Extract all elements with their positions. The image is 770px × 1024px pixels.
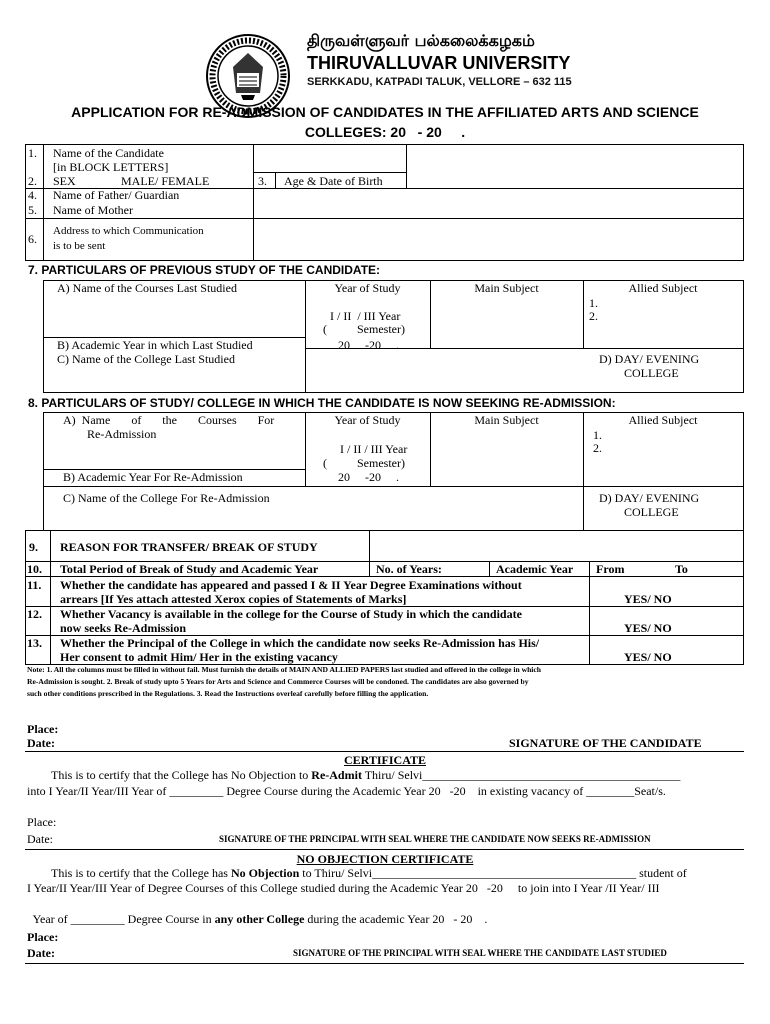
form-title-line1: APPLICATION FOR RE-ADMISSION OF CANDIDATES IN THE AFFILIATED ARTS AND SCIENCE bbox=[71, 104, 699, 120]
section7-heading: 7. PARTICULARS OF PREVIOUS STUDY OF THE CANDIDATE: bbox=[28, 263, 381, 277]
divider bbox=[25, 849, 744, 850]
noc-text: during the academic Year 20 - 20 . bbox=[304, 912, 488, 926]
new-college-label: C) Name of the College For Re-Admission bbox=[63, 491, 270, 505]
age-dob-label: Age & Date of Birth bbox=[284, 174, 383, 188]
divider bbox=[25, 963, 744, 964]
new-college-word: COLLEGE bbox=[624, 505, 679, 519]
noc-line3 bbox=[27, 897, 487, 927]
candidate-name-sublabel: [in BLOCK LETTERS] bbox=[53, 160, 169, 174]
note-line3: such other conditions prescribed in the Regulations. 3. Read the Instructions overleaf carefully before filling the application. bbox=[27, 689, 429, 698]
row-number: 3. bbox=[258, 174, 267, 188]
no-of-years-label: No. of Years: bbox=[376, 562, 442, 576]
re-admit-text: Re-Admit bbox=[311, 768, 362, 782]
prev-allied-subject-label: Allied Subject bbox=[628, 281, 698, 295]
principal-signature-label: SIGNATURE OF THE PRINCIPAL WITH SEAL WHERE THE CANDIDATE NOW SEEKS RE-ADMISSION bbox=[219, 834, 651, 844]
candidate-signature-label: SIGNATURE OF THE CANDIDATE bbox=[509, 736, 702, 750]
row-number: 1. bbox=[28, 146, 37, 160]
academic-year-label: Academic Year bbox=[496, 562, 574, 576]
noc-heading: NO OBJECTION CERTIFICATE bbox=[296, 852, 474, 866]
new-year-option[interactable]: I / II / III Year bbox=[340, 442, 408, 456]
new-day-evening-label[interactable]: D) DAY/ EVENING bbox=[599, 491, 700, 505]
prev-course-label: A) Name of the Courses Last Studied bbox=[57, 281, 237, 295]
section8-heading: 8. PARTICULARS OF STUDY/ COLLEGE IN WHICH THE CANDIDATE IS NOW SEEKING RE-ADMISSION: bbox=[28, 396, 616, 410]
yes-no-13[interactable]: YES/ NO bbox=[624, 650, 672, 664]
new-course-sublabel: Re-Admission bbox=[87, 427, 157, 441]
allied-2: 2. bbox=[589, 309, 598, 323]
place-label: Place: bbox=[27, 722, 59, 736]
noc-text: Year of _________ Degree Course in bbox=[32, 912, 215, 926]
last-principal-signature-label: SIGNATURE OF THE PRINCIPAL WITH SEAL WHERE THE CANDIDATE LAST STUDIED bbox=[293, 948, 667, 958]
row-number: 5. bbox=[28, 203, 37, 217]
question-11-cont: arrears [If Yes attach attested Xerox copies of Statements of Marks] bbox=[60, 592, 407, 606]
row-number: 11. bbox=[27, 578, 42, 592]
new-allied-subject-label: Allied Subject bbox=[628, 413, 698, 427]
row-number: 12. bbox=[27, 607, 42, 621]
to-label: To bbox=[675, 562, 688, 576]
candidate-name-field[interactable] bbox=[255, 146, 405, 171]
question-13-cont: Her consent to admit Him/ Her in the existing vacancy bbox=[60, 650, 338, 664]
place-label: Place: bbox=[27, 930, 59, 944]
thiru-selvi-field[interactable]: Thiru/ Selvi___________________________________________ bbox=[361, 768, 681, 782]
any-other-college-text: any other College bbox=[214, 912, 305, 926]
noc-line1 bbox=[51, 866, 687, 881]
new-year-of-study-label: Year of Study bbox=[334, 413, 401, 427]
question-12: Whether Vacancy is available in the college for the Course of Study in which the candidate bbox=[60, 607, 522, 621]
prev-year-range[interactable]: 20 -20 . bbox=[338, 338, 399, 352]
new-year-range[interactable]: 20 -20 . bbox=[338, 470, 399, 484]
yes-no-11[interactable]: YES/ NO bbox=[624, 592, 672, 606]
candidate-name-label: Name of the Candidate bbox=[53, 146, 164, 160]
row-number: 4. bbox=[28, 188, 37, 202]
date-label: Date: bbox=[27, 736, 55, 750]
university-tamil-name: திருவள்ளுவர் பல்கலைக்கழகம் bbox=[307, 31, 535, 50]
new-course-label: A) Name of the Courses For bbox=[63, 413, 275, 427]
prev-college-word: COLLEGE bbox=[624, 366, 679, 380]
reason-label: REASON FOR TRANSFER/ BREAK OF STUDY bbox=[60, 540, 318, 554]
new-semester[interactable]: ( Semester) bbox=[323, 456, 405, 470]
question-13: Whether the Principal of the College in which the candidate now seeks Re-Admission has His/ bbox=[60, 636, 540, 650]
date-label: Date: bbox=[27, 946, 55, 960]
prev-year-option[interactable]: I / II / III Year bbox=[330, 309, 401, 323]
from-label: From bbox=[596, 562, 625, 576]
allied-2: 2. bbox=[593, 441, 602, 455]
prev-academic-year-label: B) Academic Year in which Last Studied bbox=[57, 338, 253, 352]
no-objection-text: No Objection bbox=[230, 866, 300, 880]
yes-no-12[interactable]: YES/ NO bbox=[624, 621, 672, 635]
university-name: THIRUVALLUVAR UNIVERSITY bbox=[307, 53, 571, 73]
noc-line2: I Year/II Year/III Year of Degree Courses of this College studied during the Academic Year 20 -20 to join into I Year /II Year/ III bbox=[27, 881, 660, 895]
thiru-selvi-field[interactable]: to Thiru/ Selvi____________________________________________ student of bbox=[299, 866, 687, 880]
certificate-line1 bbox=[51, 768, 680, 783]
new-academic-year-label: B) Academic Year For Re-Admission bbox=[63, 470, 243, 484]
noc-text: This is to certify that the College has bbox=[51, 866, 231, 880]
sex-options[interactable]: MALE/ FEMALE bbox=[121, 174, 210, 188]
university-address: SERKKADU, KATPADI TALUK, VELLORE – 632 115 bbox=[307, 76, 572, 88]
allied-1: 1. bbox=[593, 428, 602, 442]
sex-label: SEX bbox=[53, 174, 76, 188]
certificate-text: This is to certify that the College has No Objection to bbox=[51, 768, 312, 782]
certificate-line2: into I Year/II Year/III Year of _________ Degree Course during the Academic Year 20 -20 in existing vacancy of ________Seat/s. bbox=[27, 784, 666, 798]
new-main-subject-label: Main Subject bbox=[474, 413, 539, 427]
address-label: Address to which Communication bbox=[53, 225, 204, 237]
row-number: 6. bbox=[28, 232, 37, 246]
prev-year-of-study-label: Year of Study bbox=[334, 281, 401, 295]
note-line2: Re-Admission is sought. 2. Break of study upto 5 Years for Arts and Science and Commerce Courses will be condoned. The candidates are also governed by bbox=[27, 677, 529, 686]
father-guardian-label: Name of Father/ Guardian bbox=[53, 188, 180, 202]
question-12-cont: now seeks Re-Admission bbox=[60, 621, 187, 635]
place-label: Place: bbox=[27, 815, 57, 829]
row-number: 10. bbox=[27, 562, 42, 576]
prev-day-evening-label[interactable]: D) DAY/ EVENING bbox=[599, 352, 700, 366]
row-number: 2. bbox=[28, 174, 37, 188]
question-11: Whether the candidate has appeared and passed I & II Year Degree Examinations without bbox=[60, 578, 522, 592]
address-sublabel: is to be sent bbox=[53, 240, 106, 252]
prev-semester[interactable]: ( Semester) bbox=[323, 322, 405, 336]
row-number: 13. bbox=[27, 636, 42, 650]
allied-1: 1. bbox=[589, 296, 598, 310]
certificate-heading: CERTIFICATE bbox=[343, 753, 427, 767]
note-line1: Note: 1. All the columns must be filled in without fail. Must furnish the details of MAIN AND ALLIED PAPERS last studied and offered in the college in which bbox=[27, 665, 542, 674]
row-number: 9. bbox=[29, 540, 38, 554]
date-label: Date: bbox=[27, 832, 53, 846]
prev-main-subject-label: Main Subject bbox=[474, 281, 539, 295]
divider bbox=[25, 751, 744, 752]
form-title-line2: COLLEGES: 20 - 20 . bbox=[304, 124, 466, 140]
mother-name-label: Name of Mother bbox=[53, 203, 133, 217]
prev-college-label: C) Name of the College Last Studied bbox=[57, 352, 235, 366]
break-period-label: Total Period of Break of Study and Academic Year bbox=[60, 562, 319, 576]
